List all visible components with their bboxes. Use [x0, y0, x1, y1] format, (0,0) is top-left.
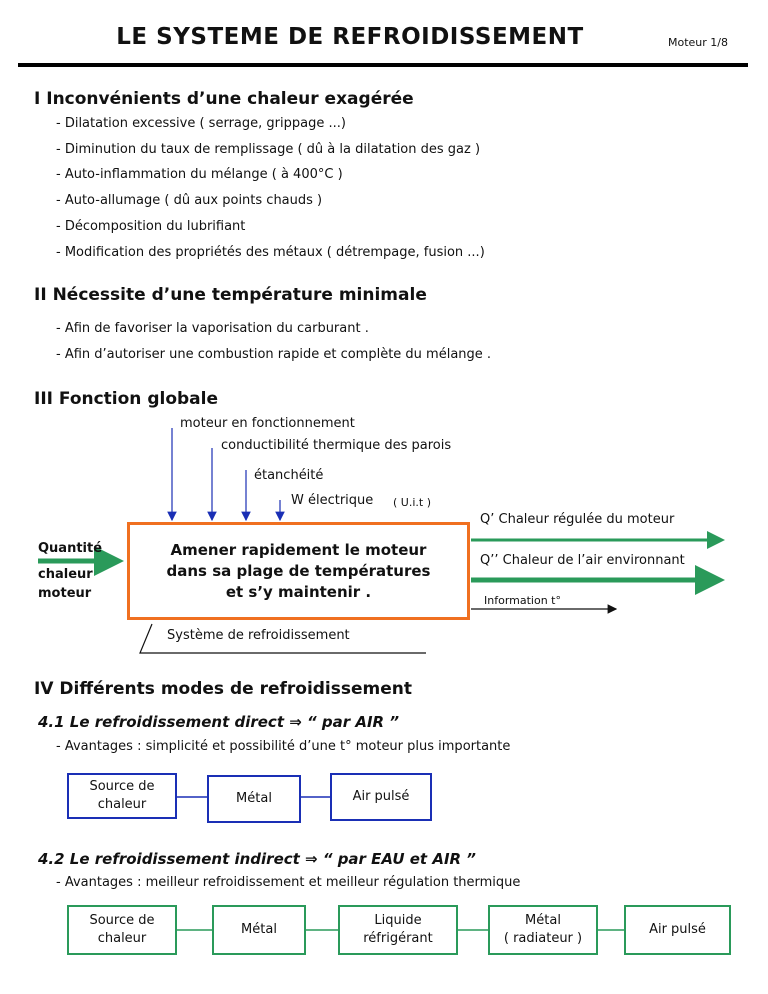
list-item: - Modification des propriétés des métaux ( détrempage, fusion ...): [56, 245, 485, 260]
system-label: Système de refroidissement: [167, 628, 350, 643]
page-title: LE SYSTEME DE REFROIDISSEMENT: [116, 24, 584, 50]
page-reference: Moteur 1/8: [668, 36, 728, 49]
input-left-moteur: moteur: [38, 586, 92, 601]
section-1-heading: I Inconvénients d’une chaleur exagérée: [34, 89, 414, 109]
input-left-quantite: Quantité: [38, 541, 103, 556]
input-label-electrique: W électrique: [291, 493, 374, 508]
list-item: - Auto-allumage ( dû aux points chauds ): [56, 193, 323, 208]
subsection-4-1-title: 4.1 Le refroidissement direct ⇒ “ par AIR ”: [38, 713, 399, 731]
input-label-conductibilite: conductibilité thermique des parois: [221, 438, 452, 453]
box-air-pulse: Air pulsé: [330, 773, 432, 821]
box-metal-radiateur: Métal ( radiateur ): [488, 905, 598, 955]
advantages-4-2: - Avantages : meilleur refroidissement et meilleur régulation thermique: [56, 875, 521, 890]
advantages-4-1: - Avantages : simplicité et possibilité d’une t° moteur plus importante: [56, 739, 511, 754]
list-item: - Auto-inflammation du mélange ( à 400°C ): [56, 167, 343, 182]
input-label-moteur: moteur en fonctionnement: [180, 416, 355, 431]
section-4-heading: IV Différents modes de refroidissement: [34, 679, 413, 699]
list-item: - Afin de favoriser la vaporisation du carburant .: [56, 321, 369, 336]
list-item: - Décomposition du lubrifiant: [56, 219, 246, 234]
output-label-q1: Q’ Chaleur régulée du moteur: [480, 512, 675, 527]
list-item: - Diminution du taux de remplissage ( dû à la dilatation des gaz ): [56, 142, 481, 157]
input-label-etancheite: étanchéité: [254, 468, 324, 483]
box-metal: Métal: [207, 775, 301, 823]
input-left-chaleur: chaleur: [38, 567, 93, 582]
section-2-heading: II Nécessite d’une température minimale: [34, 285, 427, 305]
list-item: - Afin d’autoriser une combustion rapide et complète du mélange .: [56, 347, 492, 362]
function-line: et s’y maintenir .: [225, 582, 372, 601]
box-air-pulse-2: Air pulsé: [624, 905, 731, 955]
box-source-chaleur-2: Source de chaleur: [67, 905, 177, 955]
function-line: Amener rapidement le moteur: [170, 540, 427, 559]
input-label-uit: ( U.i.t ): [393, 496, 431, 509]
list-item: - Dilatation excessive ( serrage, grippage ...): [56, 116, 346, 131]
function-box: [127, 522, 470, 620]
box-source-chaleur: Source de chaleur: [67, 773, 177, 819]
section-3-heading: III Fonction globale: [34, 389, 219, 409]
box-metal-2: Métal: [212, 905, 306, 955]
function-line: dans sa plage de températures: [166, 561, 431, 580]
box-liquide-refrigerant: Liquide réfrigérant: [338, 905, 458, 955]
output-label-q2: Q’’ Chaleur de l’air environnant: [480, 553, 685, 568]
subsection-4-2-title: 4.2 Le refroidissement indirect ⇒ “ par EAU et AIR ”: [38, 850, 476, 868]
output-label-info: Information t°: [484, 594, 561, 607]
